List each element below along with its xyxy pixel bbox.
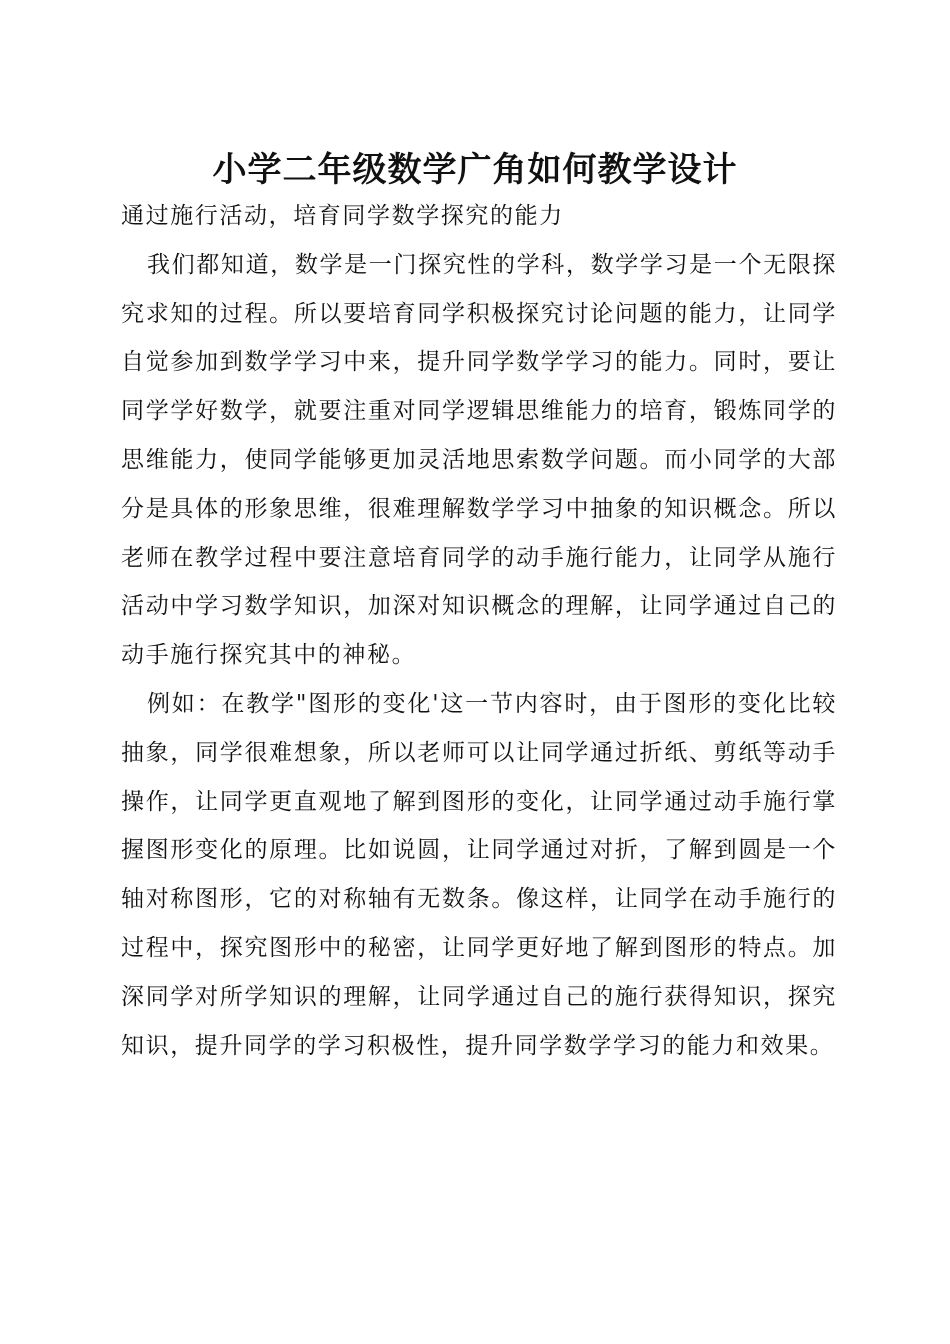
section-subheading: 通过施行活动，培育同学数学探究的能力 [121,203,564,229]
paragraph-1: 我们都知道，数学是一门探究性的学科，数学学习是一个无限探究求知的过程。所以要培育同学积极探究讨论问题的能力，让同学自觉参加到数学学习中来，提升同学数学学习的能力。同时，要让同学学好数学，就要注重对同学逻辑思维能力的培育，锻炼同学的思维能力，使同学能够更加灵活地思索数学问题。而小同学的大部分是具体的形象思维，很难理解数学学习中抽象的知识概念。所以老师在教学过程中要注意培育同学的动手施行能力，让同学从施行活动中学习数学知识，加深对知识概念的理解，让同学通过自己的动手施行探究其中的神秘。 [121,251,837,669]
document-title: 小学二年级数学广角如何教学设计 [212,150,738,190]
paragraph-2: 例如：在教学"图形的变化'这一节内容时，由于图形的变化比较抽象，同学很难想象，所以老师可以让同学通过折纸、剪纸等动手操作，让同学更直观地了解到图形的变化，让同学通过动手施行掌握图形变化的原理。比如说圆，让同学通过对折，了解到圆是一个轴对称图形，它的对称轴有无数条。像这样，让同学在动手施行的过程中，探究图形中的秘密，让同学更好地了解到图形的特点。加深同学对所学知识的理解，让同学通过自己的施行获得知识，探究知识，提升同学的学习积极性，提升同学数学学习的能力和效果。 [121,690,837,1059]
document-body [121,192,837,1070]
